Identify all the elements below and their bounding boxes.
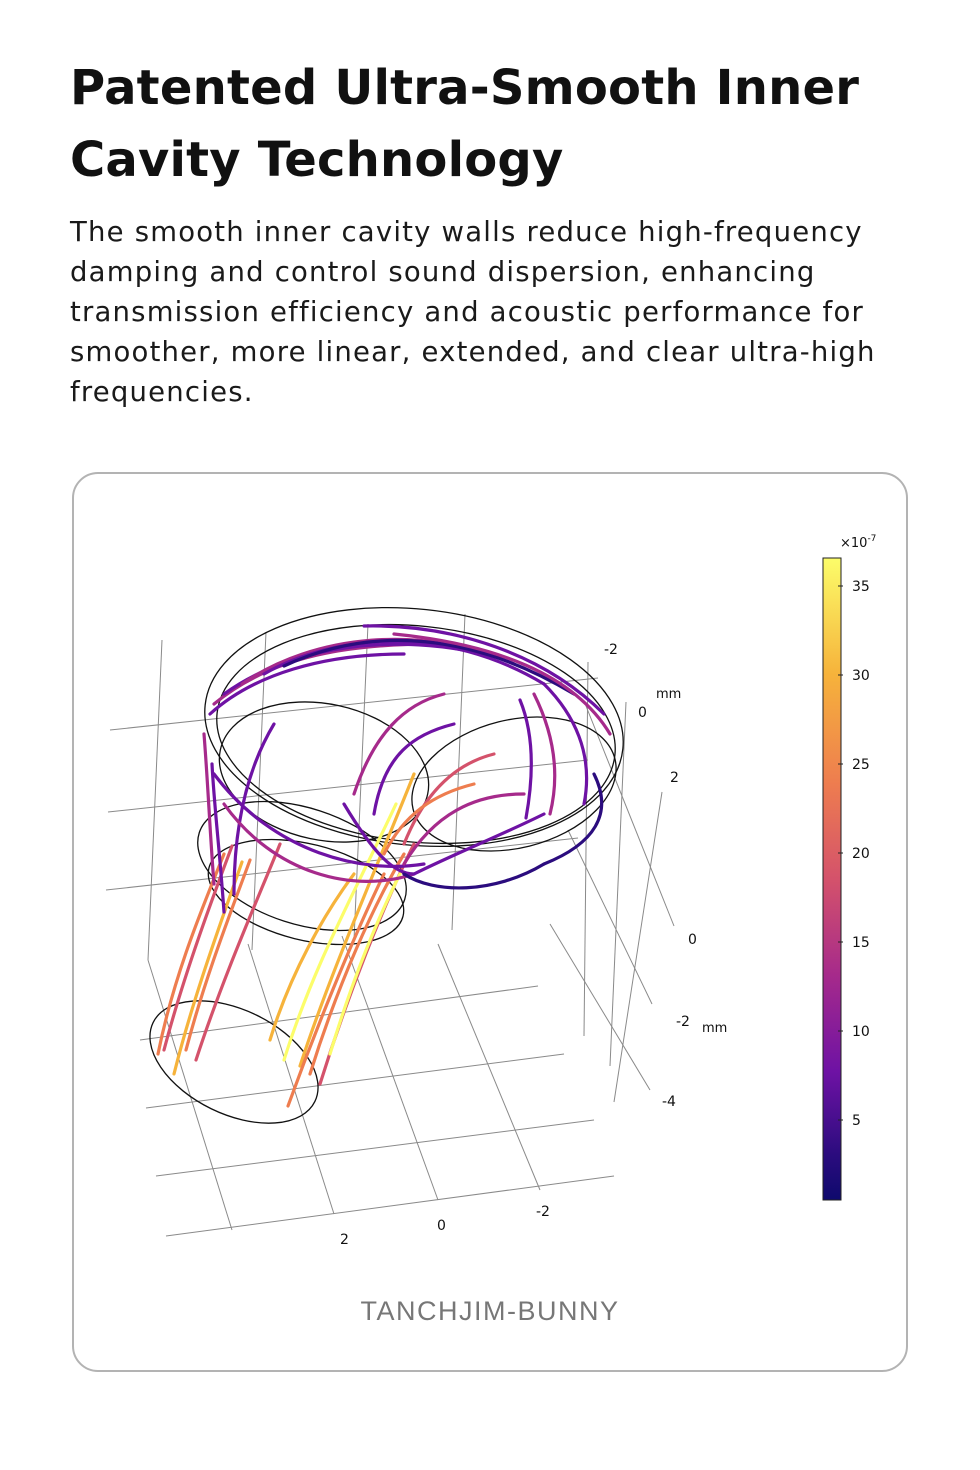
colorbar-tick: 35 — [852, 579, 870, 595]
cavity-outline — [130, 588, 635, 1148]
streamline-plot — [74, 474, 908, 1372]
top-axis-tick: 2 — [670, 770, 679, 786]
colorbar-gradient — [823, 558, 841, 1200]
colorbar-tick: 5 — [852, 1113, 861, 1129]
top-axis-tick: 0 — [638, 705, 647, 721]
colorbar-tick: 15 — [852, 935, 870, 951]
colorbar — [823, 534, 876, 1200]
right-axis-tick: 0 — [688, 932, 697, 948]
colorbar-tick: 30 — [852, 668, 870, 684]
right-axis-unit: mm — [702, 1021, 728, 1036]
brand-caption: TANCHJIM-BUNNY — [360, 1296, 620, 1326]
page-title: Patented Ultra-Smooth Inner Cavity Technology — [70, 60, 860, 188]
simulation-figure-card — [72, 472, 908, 1372]
right-axis-tick: -2 — [676, 1014, 690, 1030]
right-axis-tick: -4 — [662, 1094, 676, 1110]
top-axis-tick: -2 — [604, 642, 618, 658]
colorbar-tick: 10 — [852, 1024, 870, 1040]
x-axis-tick: 0 — [437, 1218, 446, 1234]
colorbar-multiplier: $\times 10^{-7}$ — [840, 534, 877, 551]
description-paragraph: The smooth inner cavity walls reduce high-frequency damping and control sound dispersion, enhancing transmission efficiency and acoustic performance for smoother, more linear, extended, and clear ultra-high frequencies. — [70, 216, 876, 408]
colorbar-tick: 25 — [852, 757, 870, 773]
x-axis-tick: -2 — [536, 1204, 550, 1220]
top-axis-unit: mm — [656, 687, 682, 702]
streamlines — [158, 626, 610, 1106]
x-axis-tick: 2 — [340, 1232, 349, 1248]
colorbar-tick: 20 — [852, 846, 870, 862]
